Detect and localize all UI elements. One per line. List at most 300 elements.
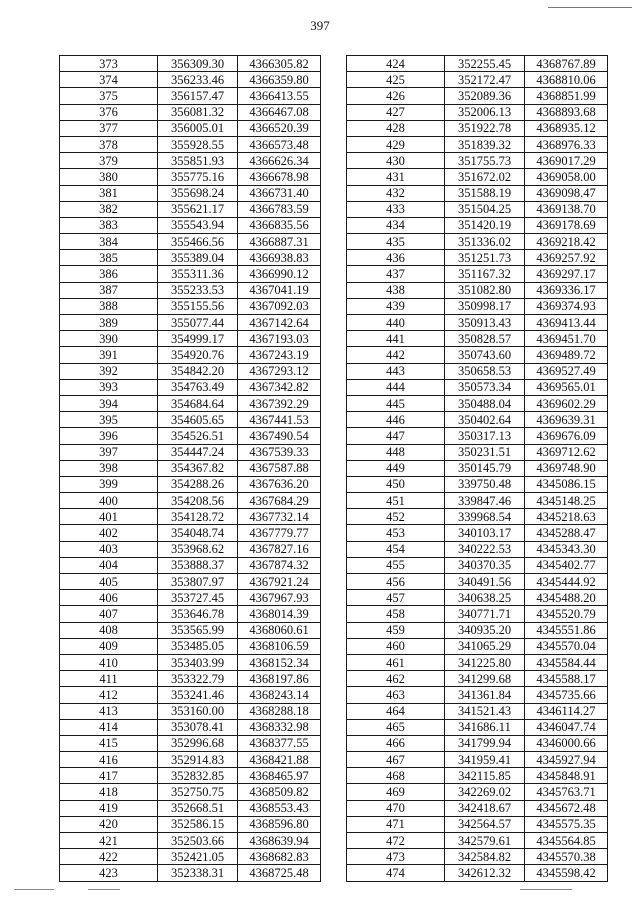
top-rule	[548, 7, 632, 8]
x-coordinate-cell: 352503.66	[158, 833, 238, 849]
table-row	[347, 347, 608, 363]
table-row	[347, 541, 608, 557]
x-coordinate-cell: 351504.25	[445, 201, 525, 217]
y-coordinate-cell: 4368152.34	[238, 654, 321, 670]
x-coordinate-cell: 350998.17	[445, 298, 525, 314]
x-coordinate-cell: 355155.56	[158, 298, 238, 314]
y-coordinate-cell: 4346000.66	[525, 735, 608, 751]
x-coordinate-cell: 356309.30	[158, 56, 238, 72]
x-coordinate-cell: 352586.15	[158, 816, 238, 832]
x-coordinate-cell: 353241.46	[158, 687, 238, 703]
x-coordinate-cell: 355851.93	[158, 153, 238, 169]
table-row	[347, 800, 608, 816]
table-row	[347, 412, 608, 428]
y-coordinate-cell: 4367539.33	[238, 444, 321, 460]
table-row	[60, 719, 321, 735]
y-coordinate-cell: 4368014.39	[238, 606, 321, 622]
table-row	[347, 622, 608, 638]
y-coordinate-cell: 4369098.47	[525, 185, 608, 201]
point-number-cell: 422	[60, 849, 158, 865]
y-coordinate-cell: 4345570.38	[525, 849, 608, 865]
table-row	[347, 136, 608, 152]
table-row	[60, 298, 321, 314]
table-row	[60, 363, 321, 379]
point-number-cell: 418	[60, 784, 158, 800]
x-coordinate-cell: 354367.82	[158, 460, 238, 476]
y-coordinate-cell: 4366678.98	[238, 169, 321, 185]
y-coordinate-cell: 4366835.56	[238, 217, 321, 233]
x-coordinate-cell: 355389.04	[158, 250, 238, 266]
point-number-cell: 373	[60, 56, 158, 72]
y-coordinate-cell: 4368639.94	[238, 833, 321, 849]
point-number-cell: 395	[60, 412, 158, 428]
y-coordinate-cell: 4369565.01	[525, 379, 608, 395]
point-number-cell: 427	[347, 104, 445, 120]
table-row	[60, 622, 321, 638]
y-coordinate-cell: 4367921.24	[238, 574, 321, 590]
table-row	[347, 703, 608, 719]
y-coordinate-cell: 4368288.18	[238, 703, 321, 719]
point-number-cell: 390	[60, 331, 158, 347]
point-number-cell: 434	[347, 217, 445, 233]
y-coordinate-cell: 4345551.86	[525, 622, 608, 638]
point-number-cell: 382	[60, 201, 158, 217]
y-coordinate-cell: 4368060.61	[238, 622, 321, 638]
table-row	[347, 169, 608, 185]
x-coordinate-cell: 350402.64	[445, 412, 525, 428]
x-coordinate-cell: 354684.64	[158, 395, 238, 411]
point-number-cell: 448	[347, 444, 445, 460]
x-coordinate-cell: 340771.71	[445, 606, 525, 622]
point-number-cell: 450	[347, 476, 445, 492]
table-row	[347, 833, 608, 849]
point-number-cell: 425	[347, 72, 445, 88]
point-number-cell: 404	[60, 557, 158, 573]
point-number-cell: 398	[60, 460, 158, 476]
table-row	[347, 752, 608, 768]
y-coordinate-cell: 4345402.77	[525, 557, 608, 573]
y-coordinate-cell: 4366305.82	[238, 56, 321, 72]
y-coordinate-cell: 4366359.80	[238, 72, 321, 88]
y-coordinate-cell: 4368725.48	[238, 865, 321, 881]
x-coordinate-cell: 355775.16	[158, 169, 238, 185]
x-coordinate-cell: 350828.57	[445, 331, 525, 347]
x-coordinate-cell: 339750.48	[445, 476, 525, 492]
y-coordinate-cell: 4367392.29	[238, 395, 321, 411]
x-coordinate-cell: 341799.94	[445, 735, 525, 751]
point-number-cell: 407	[60, 606, 158, 622]
point-number-cell: 414	[60, 719, 158, 735]
table-row	[60, 590, 321, 606]
table-row	[347, 201, 608, 217]
y-coordinate-cell: 4345148.25	[525, 493, 608, 509]
table-row	[60, 671, 321, 687]
table-row	[347, 379, 608, 395]
point-number-cell: 379	[60, 153, 158, 169]
y-coordinate-cell: 4345444.92	[525, 574, 608, 590]
table-row	[347, 460, 608, 476]
table-row	[60, 250, 321, 266]
table-row	[60, 654, 321, 670]
point-number-cell: 374	[60, 72, 158, 88]
table-row	[347, 816, 608, 832]
point-number-cell: 441	[347, 331, 445, 347]
table-row	[347, 590, 608, 606]
point-number-cell: 432	[347, 185, 445, 201]
point-number-cell: 396	[60, 428, 158, 444]
x-coordinate-cell: 351755.73	[445, 153, 525, 169]
point-number-cell: 411	[60, 671, 158, 687]
y-coordinate-cell: 4369639.31	[525, 412, 608, 428]
y-coordinate-cell: 4368509.82	[238, 784, 321, 800]
point-number-cell: 433	[347, 201, 445, 217]
table-row	[60, 201, 321, 217]
table-row	[347, 88, 608, 104]
x-coordinate-cell: 353322.79	[158, 671, 238, 687]
y-coordinate-cell: 4369297.17	[525, 266, 608, 282]
table-row	[60, 768, 321, 784]
y-coordinate-cell: 4368976.33	[525, 136, 608, 152]
table-row	[60, 525, 321, 541]
x-coordinate-cell: 341361.84	[445, 687, 525, 703]
table-row	[347, 185, 608, 201]
point-number-cell: 388	[60, 298, 158, 314]
table-row	[347, 217, 608, 233]
table-row	[60, 444, 321, 460]
x-coordinate-cell: 342612.32	[445, 865, 525, 881]
point-number-cell: 408	[60, 622, 158, 638]
table-row	[347, 865, 608, 881]
x-coordinate-cell: 341521.43	[445, 703, 525, 719]
y-coordinate-cell: 4345763.71	[525, 784, 608, 800]
x-coordinate-cell: 340638.25	[445, 590, 525, 606]
y-coordinate-cell: 4368682.83	[238, 849, 321, 865]
point-number-cell: 430	[347, 153, 445, 169]
table-row	[60, 865, 321, 881]
point-number-cell: 454	[347, 541, 445, 557]
x-coordinate-cell: 350317.13	[445, 428, 525, 444]
table-row	[60, 153, 321, 169]
table-row	[60, 395, 321, 411]
table-row	[347, 395, 608, 411]
table-row	[347, 671, 608, 687]
x-coordinate-cell: 352255.45	[445, 56, 525, 72]
y-coordinate-cell: 4367732.14	[238, 509, 321, 525]
table-row	[347, 104, 608, 120]
table-row	[60, 800, 321, 816]
y-coordinate-cell: 4366887.31	[238, 234, 321, 250]
y-coordinate-cell: 4345848.91	[525, 768, 608, 784]
table-row	[60, 493, 321, 509]
table-row	[60, 541, 321, 557]
y-coordinate-cell: 4368851.99	[525, 88, 608, 104]
y-coordinate-cell: 4368377.55	[238, 735, 321, 751]
table-row	[60, 234, 321, 250]
y-coordinate-cell: 4367041.19	[238, 282, 321, 298]
x-coordinate-cell: 342564.57	[445, 816, 525, 832]
table-row	[60, 849, 321, 865]
y-coordinate-cell: 4368553.43	[238, 800, 321, 816]
point-number-cell: 416	[60, 752, 158, 768]
x-coordinate-cell: 350145.79	[445, 460, 525, 476]
y-coordinate-cell: 4369138.70	[525, 201, 608, 217]
point-number-cell: 403	[60, 541, 158, 557]
coordinates-table-right-body	[347, 56, 608, 882]
table-row	[347, 525, 608, 541]
point-number-cell: 471	[347, 816, 445, 832]
point-number-cell: 461	[347, 654, 445, 670]
point-number-cell: 392	[60, 363, 158, 379]
x-coordinate-cell: 355077.44	[158, 315, 238, 331]
x-coordinate-cell: 340491.56	[445, 574, 525, 590]
y-coordinate-cell: 4369257.92	[525, 250, 608, 266]
point-number-cell: 405	[60, 574, 158, 590]
y-coordinate-cell: 4368421.88	[238, 752, 321, 768]
y-coordinate-cell: 4345520.79	[525, 606, 608, 622]
y-coordinate-cell: 4367142.64	[238, 315, 321, 331]
y-coordinate-cell: 4368243.14	[238, 687, 321, 703]
point-number-cell: 474	[347, 865, 445, 881]
x-coordinate-cell: 350231.51	[445, 444, 525, 460]
y-coordinate-cell: 4345598.42	[525, 865, 608, 881]
x-coordinate-cell: 353565.99	[158, 622, 238, 638]
point-number-cell: 376	[60, 104, 158, 120]
x-coordinate-cell: 350488.04	[445, 395, 525, 411]
y-coordinate-cell: 4345927.94	[525, 752, 608, 768]
x-coordinate-cell: 352338.31	[158, 865, 238, 881]
table-row	[347, 509, 608, 525]
point-number-cell: 467	[347, 752, 445, 768]
point-number-cell: 442	[347, 347, 445, 363]
table-row	[347, 315, 608, 331]
point-number-cell: 465	[347, 719, 445, 735]
table-row	[347, 849, 608, 865]
point-number-cell: 389	[60, 315, 158, 331]
y-coordinate-cell: 4345564.85	[525, 833, 608, 849]
point-number-cell: 447	[347, 428, 445, 444]
point-number-cell: 393	[60, 379, 158, 395]
x-coordinate-cell: 354920.76	[158, 347, 238, 363]
point-number-cell: 384	[60, 234, 158, 250]
y-coordinate-cell: 4345086.15	[525, 476, 608, 492]
coordinates-table-left	[59, 55, 321, 882]
x-coordinate-cell: 353403.99	[158, 654, 238, 670]
table-row	[60, 574, 321, 590]
x-coordinate-cell: 354763.49	[158, 379, 238, 395]
x-coordinate-cell: 353078.41	[158, 719, 238, 735]
point-number-cell: 456	[347, 574, 445, 590]
table-row	[347, 153, 608, 169]
table-row	[60, 784, 321, 800]
y-coordinate-cell: 4367874.32	[238, 557, 321, 573]
table-row	[347, 606, 608, 622]
point-number-cell: 455	[347, 557, 445, 573]
table-row	[60, 185, 321, 201]
x-coordinate-cell: 350913.43	[445, 315, 525, 331]
table-row	[60, 509, 321, 525]
y-coordinate-cell: 4367490.54	[238, 428, 321, 444]
x-coordinate-cell: 341959.41	[445, 752, 525, 768]
x-coordinate-cell: 351082.80	[445, 282, 525, 298]
table-row	[60, 476, 321, 492]
table-row	[347, 493, 608, 509]
y-coordinate-cell: 4366573.48	[238, 136, 321, 152]
bottom-rule	[88, 889, 120, 890]
y-coordinate-cell: 4369451.70	[525, 331, 608, 347]
point-number-cell: 385	[60, 250, 158, 266]
table-row	[347, 638, 608, 654]
point-number-cell: 412	[60, 687, 158, 703]
table-row	[60, 703, 321, 719]
x-coordinate-cell: 341065.29	[445, 638, 525, 654]
y-coordinate-cell: 4369712.62	[525, 444, 608, 460]
point-number-cell: 436	[347, 250, 445, 266]
y-coordinate-cell: 4367967.93	[238, 590, 321, 606]
table-row	[60, 606, 321, 622]
point-number-cell: 468	[347, 768, 445, 784]
x-coordinate-cell: 352421.05	[158, 849, 238, 865]
point-number-cell: 439	[347, 298, 445, 314]
y-coordinate-cell: 4345570.04	[525, 638, 608, 654]
point-number-cell: 437	[347, 266, 445, 282]
point-number-cell: 443	[347, 363, 445, 379]
y-coordinate-cell: 4367587.88	[238, 460, 321, 476]
y-coordinate-cell: 4367827.16	[238, 541, 321, 557]
x-coordinate-cell: 351167.32	[445, 266, 525, 282]
y-coordinate-cell: 4366626.34	[238, 153, 321, 169]
x-coordinate-cell: 356233.46	[158, 72, 238, 88]
point-number-cell: 381	[60, 185, 158, 201]
x-coordinate-cell: 353160.00	[158, 703, 238, 719]
x-coordinate-cell: 355311.36	[158, 266, 238, 282]
point-number-cell: 387	[60, 282, 158, 298]
table-row	[60, 735, 321, 751]
x-coordinate-cell: 354842.20	[158, 363, 238, 379]
point-number-cell: 464	[347, 703, 445, 719]
point-number-cell: 473	[347, 849, 445, 865]
y-coordinate-cell: 4345584.44	[525, 654, 608, 670]
x-coordinate-cell: 351420.19	[445, 217, 525, 233]
x-coordinate-cell: 350743.60	[445, 347, 525, 363]
y-coordinate-cell: 4366731.40	[238, 185, 321, 201]
table-row	[347, 574, 608, 590]
x-coordinate-cell: 355698.24	[158, 185, 238, 201]
y-coordinate-cell: 4369178.69	[525, 217, 608, 233]
x-coordinate-cell: 352668.51	[158, 800, 238, 816]
x-coordinate-cell: 355928.55	[158, 136, 238, 152]
y-coordinate-cell: 4345488.20	[525, 590, 608, 606]
y-coordinate-cell: 4369017.29	[525, 153, 608, 169]
y-coordinate-cell: 4369218.42	[525, 234, 608, 250]
table-row	[60, 379, 321, 395]
x-coordinate-cell: 341686.11	[445, 719, 525, 735]
y-coordinate-cell: 4369602.29	[525, 395, 608, 411]
point-number-cell: 463	[347, 687, 445, 703]
point-number-cell: 415	[60, 735, 158, 751]
table-row	[60, 687, 321, 703]
table-row	[60, 752, 321, 768]
y-coordinate-cell: 4368332.98	[238, 719, 321, 735]
table-row	[60, 88, 321, 104]
point-number-cell: 402	[60, 525, 158, 541]
y-coordinate-cell: 4366990.12	[238, 266, 321, 282]
point-number-cell: 472	[347, 833, 445, 849]
y-coordinate-cell: 4369413.44	[525, 315, 608, 331]
y-coordinate-cell: 4345218.63	[525, 509, 608, 525]
table-row	[60, 833, 321, 849]
x-coordinate-cell: 356157.47	[158, 88, 238, 104]
y-coordinate-cell: 4369527.49	[525, 363, 608, 379]
point-number-cell: 380	[60, 169, 158, 185]
y-coordinate-cell: 4345588.17	[525, 671, 608, 687]
point-number-cell: 399	[60, 476, 158, 492]
point-number-cell: 445	[347, 395, 445, 411]
point-number-cell: 421	[60, 833, 158, 849]
x-coordinate-cell: 354128.72	[158, 509, 238, 525]
point-number-cell: 460	[347, 638, 445, 654]
point-number-cell: 440	[347, 315, 445, 331]
y-coordinate-cell: 4366467.08	[238, 104, 321, 120]
table-row	[347, 687, 608, 703]
table-row	[347, 56, 608, 72]
y-coordinate-cell: 4346047.74	[525, 719, 608, 735]
x-coordinate-cell: 353888.37	[158, 557, 238, 573]
table-row	[60, 217, 321, 233]
point-number-cell: 457	[347, 590, 445, 606]
table-row	[347, 444, 608, 460]
table-row	[60, 72, 321, 88]
table-row	[60, 557, 321, 573]
point-number-cell: 452	[347, 509, 445, 525]
y-coordinate-cell: 4345672.48	[525, 800, 608, 816]
table-row	[347, 735, 608, 751]
table-row	[347, 768, 608, 784]
y-coordinate-cell: 4366783.59	[238, 201, 321, 217]
point-number-cell: 469	[347, 784, 445, 800]
x-coordinate-cell: 352832.85	[158, 768, 238, 784]
point-number-cell: 383	[60, 217, 158, 233]
point-number-cell: 449	[347, 460, 445, 476]
point-number-cell: 413	[60, 703, 158, 719]
x-coordinate-cell: 354605.65	[158, 412, 238, 428]
point-number-cell: 406	[60, 590, 158, 606]
table-row	[60, 638, 321, 654]
table-row	[60, 104, 321, 120]
x-coordinate-cell: 352750.75	[158, 784, 238, 800]
table-row	[347, 250, 608, 266]
table-row	[347, 719, 608, 735]
table-row	[347, 654, 608, 670]
x-coordinate-cell: 354208.56	[158, 493, 238, 509]
x-coordinate-cell: 351922.78	[445, 120, 525, 136]
y-coordinate-cell: 4369374.93	[525, 298, 608, 314]
point-number-cell: 462	[347, 671, 445, 687]
point-number-cell: 429	[347, 136, 445, 152]
y-coordinate-cell: 4367342.82	[238, 379, 321, 395]
point-number-cell: 438	[347, 282, 445, 298]
table-row	[60, 120, 321, 136]
point-number-cell: 409	[60, 638, 158, 654]
y-coordinate-cell: 4366413.55	[238, 88, 321, 104]
y-coordinate-cell: 4346114.27	[525, 703, 608, 719]
point-number-cell: 459	[347, 622, 445, 638]
x-coordinate-cell: 353485.05	[158, 638, 238, 654]
table-row	[347, 331, 608, 347]
point-number-cell: 391	[60, 347, 158, 363]
x-coordinate-cell: 356005.01	[158, 120, 238, 136]
point-number-cell: 397	[60, 444, 158, 460]
x-coordinate-cell: 353968.62	[158, 541, 238, 557]
